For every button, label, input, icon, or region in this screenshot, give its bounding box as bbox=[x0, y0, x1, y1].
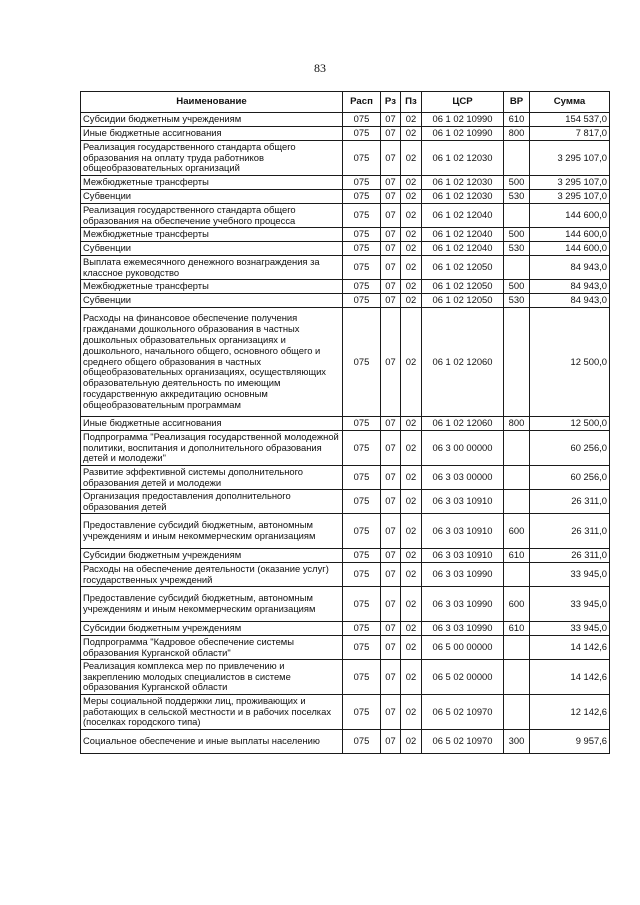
row-pz: 02 bbox=[401, 730, 422, 754]
row-name: Субвенции bbox=[81, 242, 343, 256]
row-sum: 84 943,0 bbox=[530, 294, 610, 308]
table-row bbox=[81, 280, 610, 294]
row-sum: 14 142,6 bbox=[530, 636, 610, 660]
row-pz: 02 bbox=[401, 242, 422, 256]
row-pz: 02 bbox=[401, 256, 422, 280]
row-name: Предоставление субсидий бюджетным, автономным учреждениям и иным некоммерческим организациям bbox=[81, 514, 343, 549]
row-rz: 07 bbox=[381, 280, 401, 294]
row-rz: 07 bbox=[381, 466, 401, 490]
row-rasp: 075 bbox=[343, 466, 381, 490]
row-sum: 60 256,0 bbox=[530, 466, 610, 490]
row-rasp: 075 bbox=[343, 490, 381, 514]
row-csr: 06 5 02 10970 bbox=[422, 695, 504, 730]
row-csr: 06 1 02 12050 bbox=[422, 256, 504, 280]
row-vr: 530 bbox=[504, 190, 530, 204]
row-vr bbox=[504, 308, 530, 417]
row-pz: 02 bbox=[401, 228, 422, 242]
row-name: Иные бюджетные ассигнования bbox=[81, 417, 343, 431]
row-rz: 07 bbox=[381, 431, 401, 466]
row-pz: 02 bbox=[401, 280, 422, 294]
row-vr: 530 bbox=[504, 242, 530, 256]
row-vr: 610 bbox=[504, 113, 530, 127]
row-vr: 300 bbox=[504, 730, 530, 754]
table-row bbox=[81, 431, 610, 466]
row-vr bbox=[504, 431, 530, 466]
table-row bbox=[81, 308, 610, 417]
row-pz: 02 bbox=[401, 176, 422, 190]
row-sum: 12 500,0 bbox=[530, 417, 610, 431]
row-csr: 06 1 02 12030 bbox=[422, 141, 504, 176]
row-rz: 07 bbox=[381, 113, 401, 127]
row-pz: 02 bbox=[401, 490, 422, 514]
row-vr bbox=[504, 490, 530, 514]
row-pz: 02 bbox=[401, 695, 422, 730]
row-rasp: 075 bbox=[343, 695, 381, 730]
row-name: Реализация государственного стандарта общего образования на оплату труда работников общеобразовательных организаций bbox=[81, 141, 343, 176]
row-csr: 06 1 02 12050 bbox=[422, 294, 504, 308]
row-name: Расходы на обеспечение деятельности (оказание услуг) государственных учреждений bbox=[81, 563, 343, 587]
row-name: Подпрограмма "Реализация государственной молодежной политики, воспитания и дополнительного образования детей и молодежи" bbox=[81, 431, 343, 466]
row-rz: 07 bbox=[381, 190, 401, 204]
table-row bbox=[81, 176, 610, 190]
row-sum: 154 537,0 bbox=[530, 113, 610, 127]
row-csr: 06 5 00 00000 bbox=[422, 636, 504, 660]
row-rz: 07 bbox=[381, 176, 401, 190]
row-rz: 07 bbox=[381, 308, 401, 417]
row-rz: 07 bbox=[381, 695, 401, 730]
row-vr: 600 bbox=[504, 514, 530, 549]
row-sum: 9 957,6 bbox=[530, 730, 610, 754]
row-vr: 610 bbox=[504, 622, 530, 636]
row-vr bbox=[504, 695, 530, 730]
table-row bbox=[81, 113, 610, 127]
row-pz: 02 bbox=[401, 466, 422, 490]
row-rasp: 075 bbox=[343, 730, 381, 754]
row-pz: 02 bbox=[401, 660, 422, 695]
row-sum: 144 600,0 bbox=[530, 204, 610, 228]
row-csr: 06 3 03 10910 bbox=[422, 514, 504, 549]
row-vr bbox=[504, 141, 530, 176]
row-name: Организация предоставления дополнительного образования детей bbox=[81, 490, 343, 514]
row-vr: 800 bbox=[504, 127, 530, 141]
row-rz: 07 bbox=[381, 141, 401, 176]
row-name: Межбюджетные трансферты bbox=[81, 176, 343, 190]
row-rasp: 075 bbox=[343, 242, 381, 256]
row-sum: 144 600,0 bbox=[530, 242, 610, 256]
table-row bbox=[81, 417, 610, 431]
column-header-rz: Рз bbox=[381, 92, 401, 113]
row-sum: 60 256,0 bbox=[530, 431, 610, 466]
row-pz: 02 bbox=[401, 622, 422, 636]
row-csr: 06 1 02 12060 bbox=[422, 308, 504, 417]
row-rasp: 075 bbox=[343, 417, 381, 431]
row-rasp: 075 bbox=[343, 660, 381, 695]
column-header-sum: Сумма bbox=[530, 92, 610, 113]
row-pz: 02 bbox=[401, 113, 422, 127]
table-row bbox=[81, 730, 610, 754]
row-name: Предоставление субсидий бюджетным, автономным учреждениям и иным некоммерческим организациям bbox=[81, 587, 343, 622]
row-pz: 02 bbox=[401, 587, 422, 622]
row-name: Субвенции bbox=[81, 294, 343, 308]
table-row bbox=[81, 228, 610, 242]
row-rasp: 075 bbox=[343, 190, 381, 204]
row-pz: 02 bbox=[401, 190, 422, 204]
column-header-name: Наименование bbox=[81, 92, 343, 113]
table-row bbox=[81, 490, 610, 514]
row-csr: 06 5 02 10970 bbox=[422, 730, 504, 754]
row-pz: 02 bbox=[401, 549, 422, 563]
row-rz: 07 bbox=[381, 242, 401, 256]
row-vr: 500 bbox=[504, 280, 530, 294]
row-vr bbox=[504, 636, 530, 660]
row-name: Социальное обеспечение и иные выплаты населению bbox=[81, 730, 343, 754]
row-name: Развитие эффективной системы дополнительного образования детей и молодежи bbox=[81, 466, 343, 490]
row-name: Субсидии бюджетным учреждениям bbox=[81, 622, 343, 636]
row-pz: 02 bbox=[401, 514, 422, 549]
row-csr: 06 1 02 12050 bbox=[422, 280, 504, 294]
table-header-row bbox=[81, 92, 610, 113]
row-pz: 02 bbox=[401, 141, 422, 176]
row-csr: 06 1 02 10990 bbox=[422, 127, 504, 141]
row-sum: 33 945,0 bbox=[530, 563, 610, 587]
row-rz: 07 bbox=[381, 587, 401, 622]
row-sum: 26 311,0 bbox=[530, 490, 610, 514]
row-rz: 07 bbox=[381, 294, 401, 308]
row-sum: 144 600,0 bbox=[530, 228, 610, 242]
row-pz: 02 bbox=[401, 636, 422, 660]
row-rz: 07 bbox=[381, 730, 401, 754]
row-csr: 06 3 03 00000 bbox=[422, 466, 504, 490]
table-row bbox=[81, 204, 610, 228]
column-header-pz: Пз bbox=[401, 92, 422, 113]
row-sum: 3 295 107,0 bbox=[530, 176, 610, 190]
row-name: Реализация государственного стандарта общего образования на обеспечение учебного процесса bbox=[81, 204, 343, 228]
row-csr: 06 1 02 12040 bbox=[422, 228, 504, 242]
table-row bbox=[81, 190, 610, 204]
table-row bbox=[81, 636, 610, 660]
row-sum: 14 142,6 bbox=[530, 660, 610, 695]
row-rasp: 075 bbox=[343, 549, 381, 563]
row-rz: 07 bbox=[381, 204, 401, 228]
row-sum: 12 142,6 bbox=[530, 695, 610, 730]
row-vr: 500 bbox=[504, 176, 530, 190]
row-name: Расходы на финансовое обеспечение получения гражданами дошкольного образования в частных дошкольных образовательных организациях и дошкольного, начального общего, основного общего и среднего общего образования в частных общеобразовательных организациях, осуществляющих образовательную деятельность по имеющим государственную аккредитацию основным общеобразовательным программам bbox=[81, 308, 343, 417]
row-name: Субсидии бюджетным учреждениям bbox=[81, 113, 343, 127]
row-vr: 530 bbox=[504, 294, 530, 308]
table-row bbox=[81, 660, 610, 695]
row-sum: 26 311,0 bbox=[530, 549, 610, 563]
row-sum: 26 311,0 bbox=[530, 514, 610, 549]
row-rz: 07 bbox=[381, 417, 401, 431]
row-rasp: 075 bbox=[343, 587, 381, 622]
table-row bbox=[81, 256, 610, 280]
row-vr bbox=[504, 256, 530, 280]
row-sum: 84 943,0 bbox=[530, 256, 610, 280]
table-row bbox=[81, 695, 610, 730]
row-rz: 07 bbox=[381, 660, 401, 695]
row-rasp: 075 bbox=[343, 308, 381, 417]
budget-table bbox=[80, 91, 610, 754]
row-vr bbox=[504, 563, 530, 587]
row-name: Иные бюджетные ассигнования bbox=[81, 127, 343, 141]
row-rz: 07 bbox=[381, 127, 401, 141]
row-rz: 07 bbox=[381, 622, 401, 636]
row-pz: 02 bbox=[401, 127, 422, 141]
row-rasp: 075 bbox=[343, 280, 381, 294]
row-sum: 7 817,0 bbox=[530, 127, 610, 141]
row-sum: 3 295 107,0 bbox=[530, 141, 610, 176]
row-csr: 06 3 03 10910 bbox=[422, 490, 504, 514]
table-row bbox=[81, 127, 610, 141]
row-rz: 07 bbox=[381, 228, 401, 242]
row-sum: 84 943,0 bbox=[530, 280, 610, 294]
row-rz: 07 bbox=[381, 636, 401, 660]
row-name: Межбюджетные трансферты bbox=[81, 280, 343, 294]
row-vr bbox=[504, 660, 530, 695]
row-vr bbox=[504, 204, 530, 228]
table-row bbox=[81, 587, 610, 622]
row-csr: 06 1 02 12030 bbox=[422, 176, 504, 190]
row-name: Выплата ежемесячного денежного вознаграждения за классное руководство bbox=[81, 256, 343, 280]
table-row bbox=[81, 514, 610, 549]
row-rasp: 075 bbox=[343, 176, 381, 190]
page-number: 83 bbox=[314, 61, 326, 75]
row-rasp: 075 bbox=[343, 228, 381, 242]
table-row bbox=[81, 563, 610, 587]
column-header-vr: ВР bbox=[504, 92, 530, 113]
row-rasp: 075 bbox=[343, 636, 381, 660]
row-pz: 02 bbox=[401, 308, 422, 417]
row-csr: 06 3 03 10990 bbox=[422, 563, 504, 587]
row-rasp: 075 bbox=[343, 127, 381, 141]
row-pz: 02 bbox=[401, 294, 422, 308]
row-csr: 06 3 03 10910 bbox=[422, 549, 504, 563]
row-rz: 07 bbox=[381, 514, 401, 549]
row-sum: 12 500,0 bbox=[530, 308, 610, 417]
row-rasp: 075 bbox=[343, 514, 381, 549]
row-name: Реализация комплекса мер по привлечению и закреплению молодых специалистов в системе образования Курганской области bbox=[81, 660, 343, 695]
row-sum: 33 945,0 bbox=[530, 587, 610, 622]
row-sum: 3 295 107,0 bbox=[530, 190, 610, 204]
column-header-csr: ЦСР bbox=[422, 92, 504, 113]
table-row bbox=[81, 141, 610, 176]
table-row bbox=[81, 294, 610, 308]
row-rasp: 075 bbox=[343, 622, 381, 636]
row-name: Подпрограмма "Кадровое обеспечение системы образования Курганской области" bbox=[81, 636, 343, 660]
row-csr: 06 3 03 10990 bbox=[422, 622, 504, 636]
row-rz: 07 bbox=[381, 563, 401, 587]
row-csr: 06 1 02 12060 bbox=[422, 417, 504, 431]
row-name: Меры социальной поддержки лиц, проживающих и работающих в сельской местности и в рабочих поселках (поселках городского типа) bbox=[81, 695, 343, 730]
row-rasp: 075 bbox=[343, 294, 381, 308]
row-name: Межбюджетные трансферты bbox=[81, 228, 343, 242]
row-rz: 07 bbox=[381, 549, 401, 563]
row-pz: 02 bbox=[401, 431, 422, 466]
row-sum: 33 945,0 bbox=[530, 622, 610, 636]
table-row bbox=[81, 466, 610, 490]
row-rasp: 075 bbox=[343, 563, 381, 587]
row-csr: 06 1 02 12040 bbox=[422, 242, 504, 256]
row-name: Субвенции bbox=[81, 190, 343, 204]
row-rasp: 075 bbox=[343, 113, 381, 127]
table-row bbox=[81, 622, 610, 636]
row-vr: 800 bbox=[504, 417, 530, 431]
row-csr: 06 1 02 12040 bbox=[422, 204, 504, 228]
table-row bbox=[81, 549, 610, 563]
row-vr: 600 bbox=[504, 587, 530, 622]
row-rz: 07 bbox=[381, 490, 401, 514]
row-csr: 06 1 02 12030 bbox=[422, 190, 504, 204]
row-csr: 06 3 00 00000 bbox=[422, 431, 504, 466]
row-rasp: 075 bbox=[343, 141, 381, 176]
row-rasp: 075 bbox=[343, 204, 381, 228]
row-csr: 06 3 03 10990 bbox=[422, 587, 504, 622]
row-vr: 500 bbox=[504, 228, 530, 242]
row-rz: 07 bbox=[381, 256, 401, 280]
row-pz: 02 bbox=[401, 204, 422, 228]
table-row bbox=[81, 242, 610, 256]
row-rasp: 075 bbox=[343, 256, 381, 280]
column-header-rasp: Расп bbox=[343, 92, 381, 113]
row-pz: 02 bbox=[401, 563, 422, 587]
row-csr: 06 1 02 10990 bbox=[422, 113, 504, 127]
row-pz: 02 bbox=[401, 417, 422, 431]
row-rasp: 075 bbox=[343, 431, 381, 466]
row-vr: 610 bbox=[504, 549, 530, 563]
row-csr: 06 5 02 00000 bbox=[422, 660, 504, 695]
row-vr bbox=[504, 466, 530, 490]
row-name: Субсидии бюджетным учреждениям bbox=[81, 549, 343, 563]
